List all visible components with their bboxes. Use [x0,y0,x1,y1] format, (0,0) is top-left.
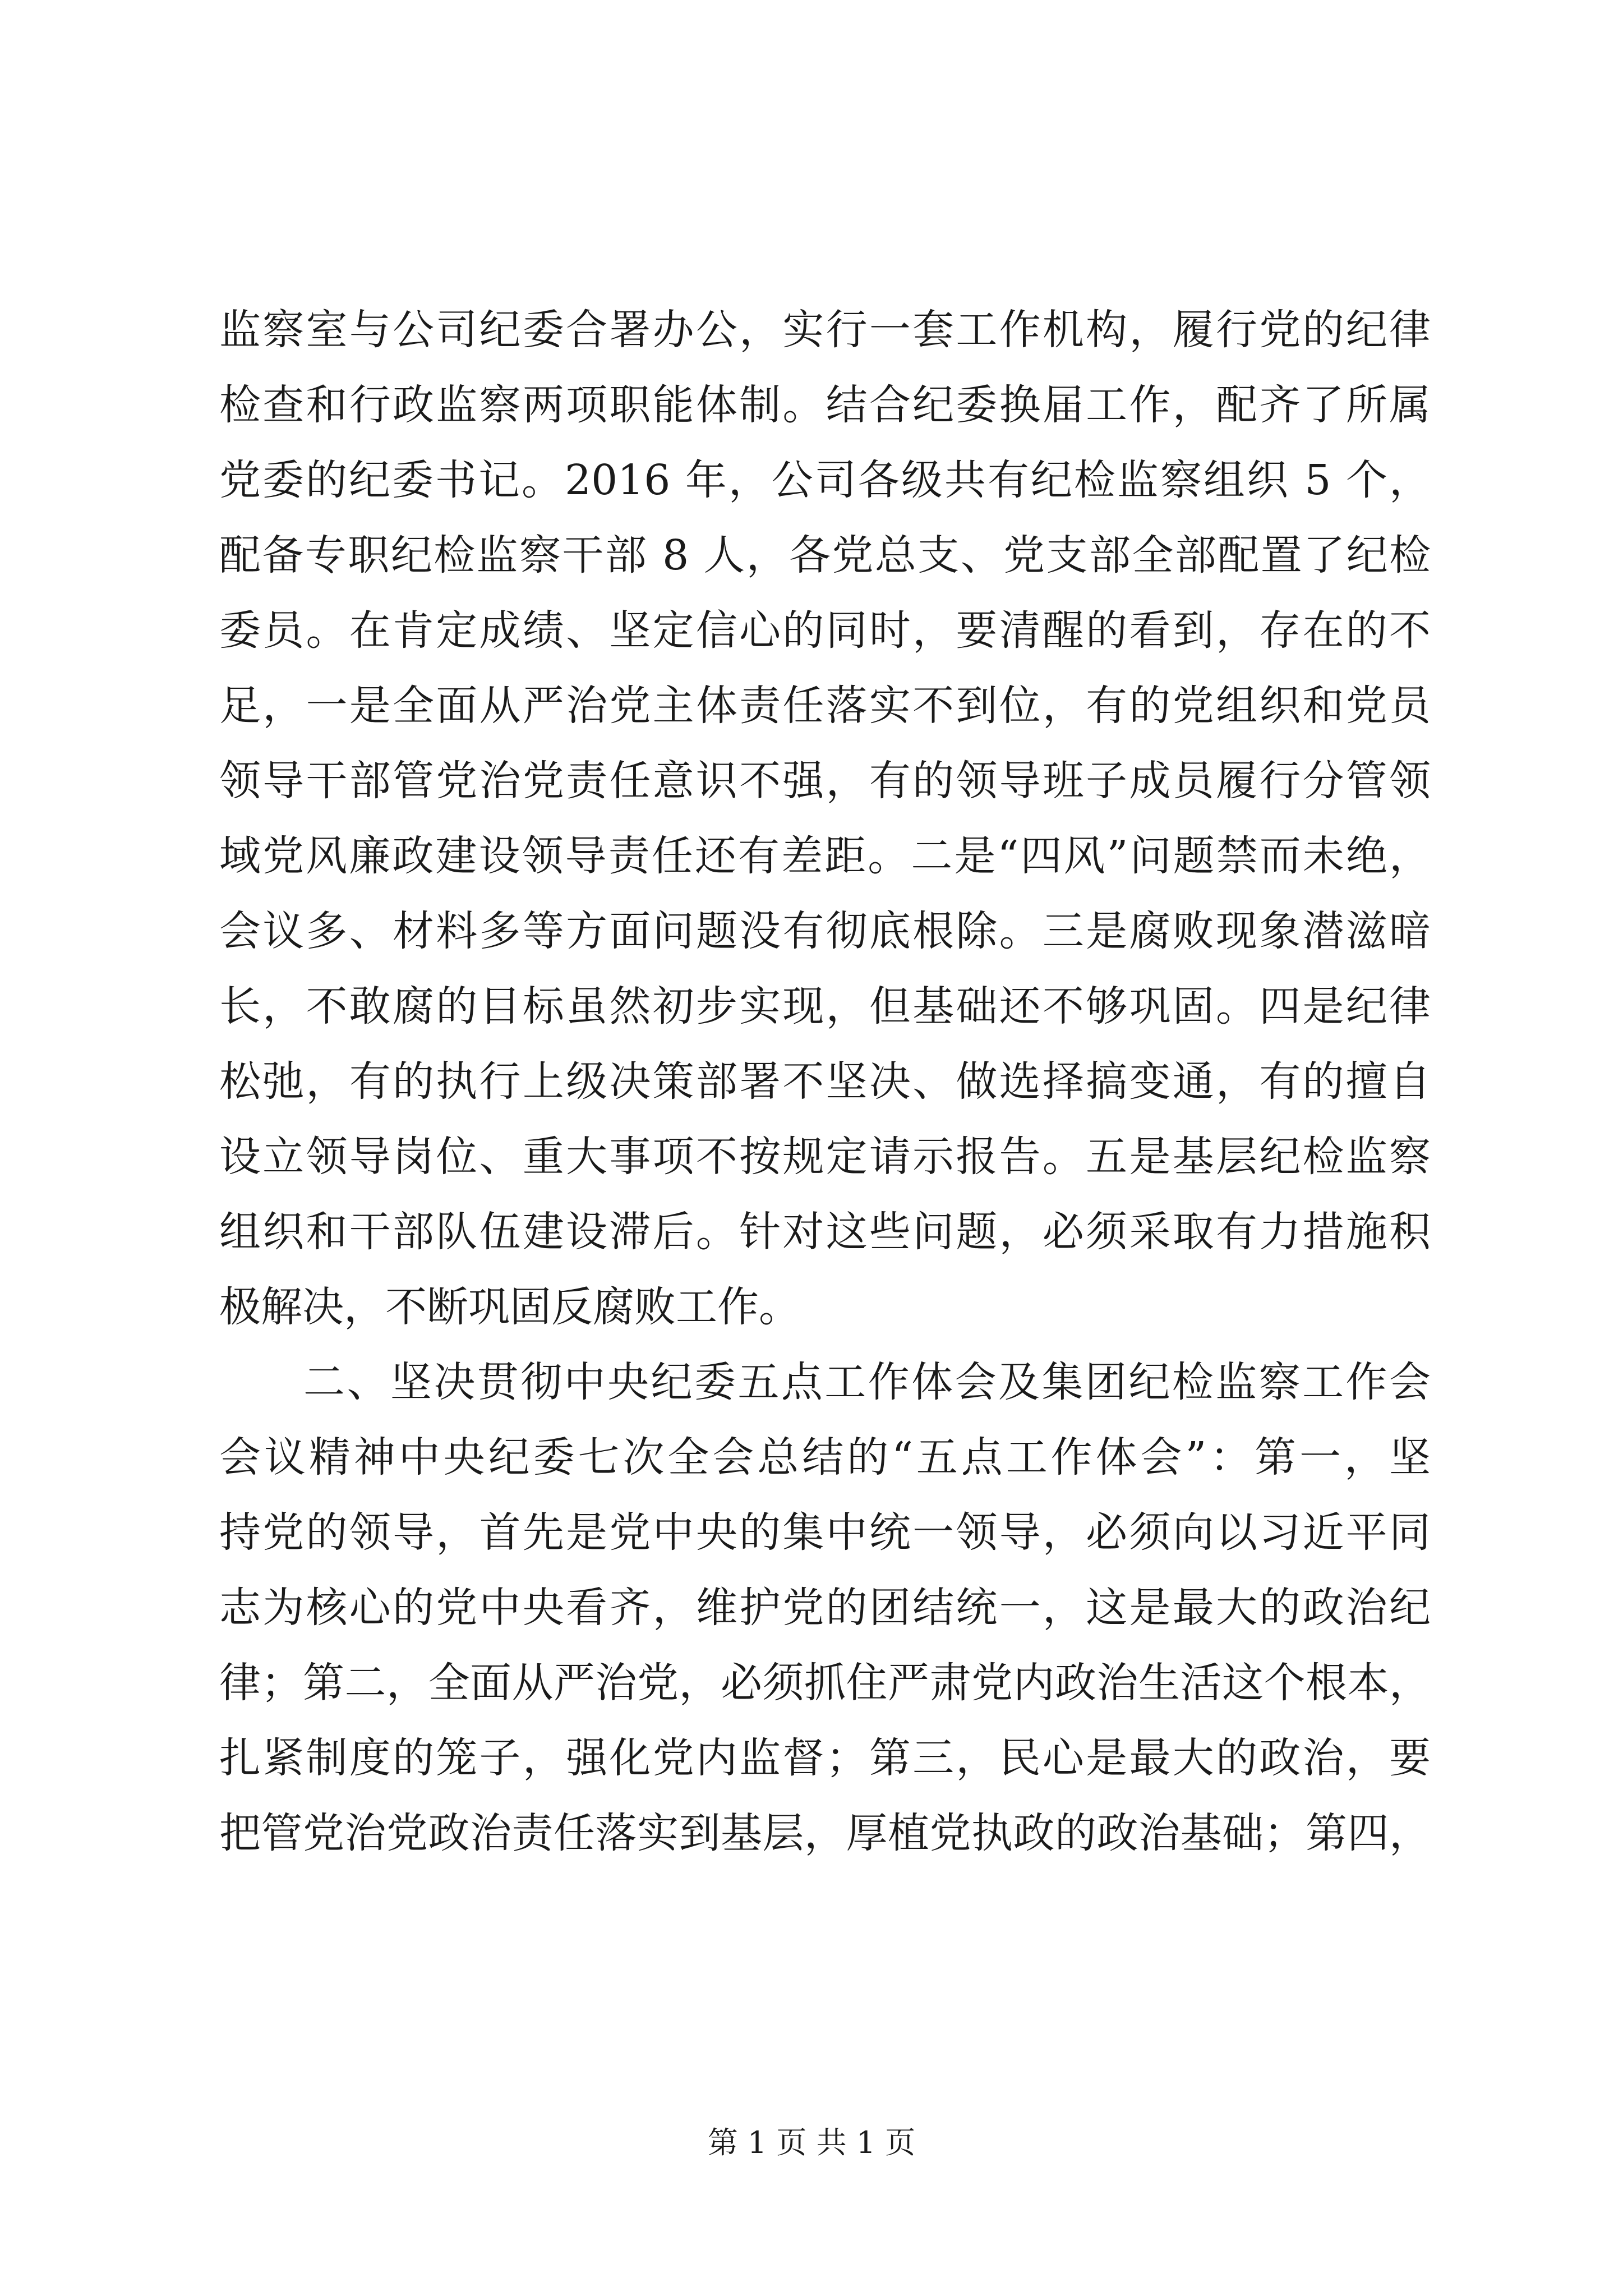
text-line-10: 长，不敢腐的目标虽然初步实现，但基础还不够巩固。四是纪律 [219,982,1431,1030]
text-line-13: 组织和干部队伍建设滞后。针对这些问题，必须采取有力措施积 [219,1208,1431,1256]
text-line-1: 监察室与公司纪委合署办公，实行一套工作机构，履行党的纪律 [219,306,1431,354]
text-line-15: 二、坚决贯彻中央纪委五点工作体会及集团纪检监察工作会 [303,1358,1431,1406]
text-line-11: 松弛，有的执行上级决策部署不坚决、做选择搞变通，有的擅自 [219,1057,1431,1106]
text-line-4: 配备专职纪检监察干部 8 人，各党总支、党支部全部配置了纪检 [219,531,1431,579]
text-line-2: 检查和行政监察两项职能体制。结合纪委换届工作，配齐了所属 [219,381,1431,429]
text-line-20: 扎紧制度的笼子，强化党内监督；第三，民心是最大的政治，要 [219,1734,1431,1782]
page-number-footer: 第 1 页 共 1 页 [707,2125,916,2160]
text-line-9: 会议多、材料多等方面问题没有彻底根除。三是腐败现象潜滋暗 [219,907,1431,955]
text-line-17: 持党的领导，首先是党中央的集中统一领导，必须向以习近平同 [219,1508,1431,1557]
text-line-14: 极解决，不断巩固反腐败工作。 [219,1283,800,1331]
text-line-16: 会议精神中央纪委七次全会总结的“五点工作体会”：第一，坚 [219,1433,1431,1481]
text-line-19: 律；第二，全面从严治党，必须抓住严肃党内政治生活这个根本， [219,1659,1431,1707]
text-line-21: 把管党治党政治责任落实到基层，厚植党执政的政治基础；第四， [219,1809,1431,1857]
text-line-5: 委员。在肯定成绩、坚定信心的同时，要清醒的看到，存在的不 [219,606,1431,655]
text-line-6: 足，一是全面从严治党主体责任落实不到位，有的党组织和党员 [219,682,1431,730]
text-line-18: 志为核心的党中央看齐，维护党的团结统一，这是最大的政治纪 [219,1584,1431,1632]
text-line-3: 党委的纪委书记。2016 年，公司各级共有纪检监察组织 5 个， [219,456,1431,504]
text-line-12: 设立领导岗位、重大事项不按规定请示报告。五是基层纪检监察 [219,1133,1431,1181]
text-line-7: 领导干部管党治党责任意识不强，有的领导班子成员履行分管领 [219,757,1431,805]
text-line-8: 域党风廉政建设领导责任还有差距。二是“四风”问题禁而未绝， [219,832,1431,880]
